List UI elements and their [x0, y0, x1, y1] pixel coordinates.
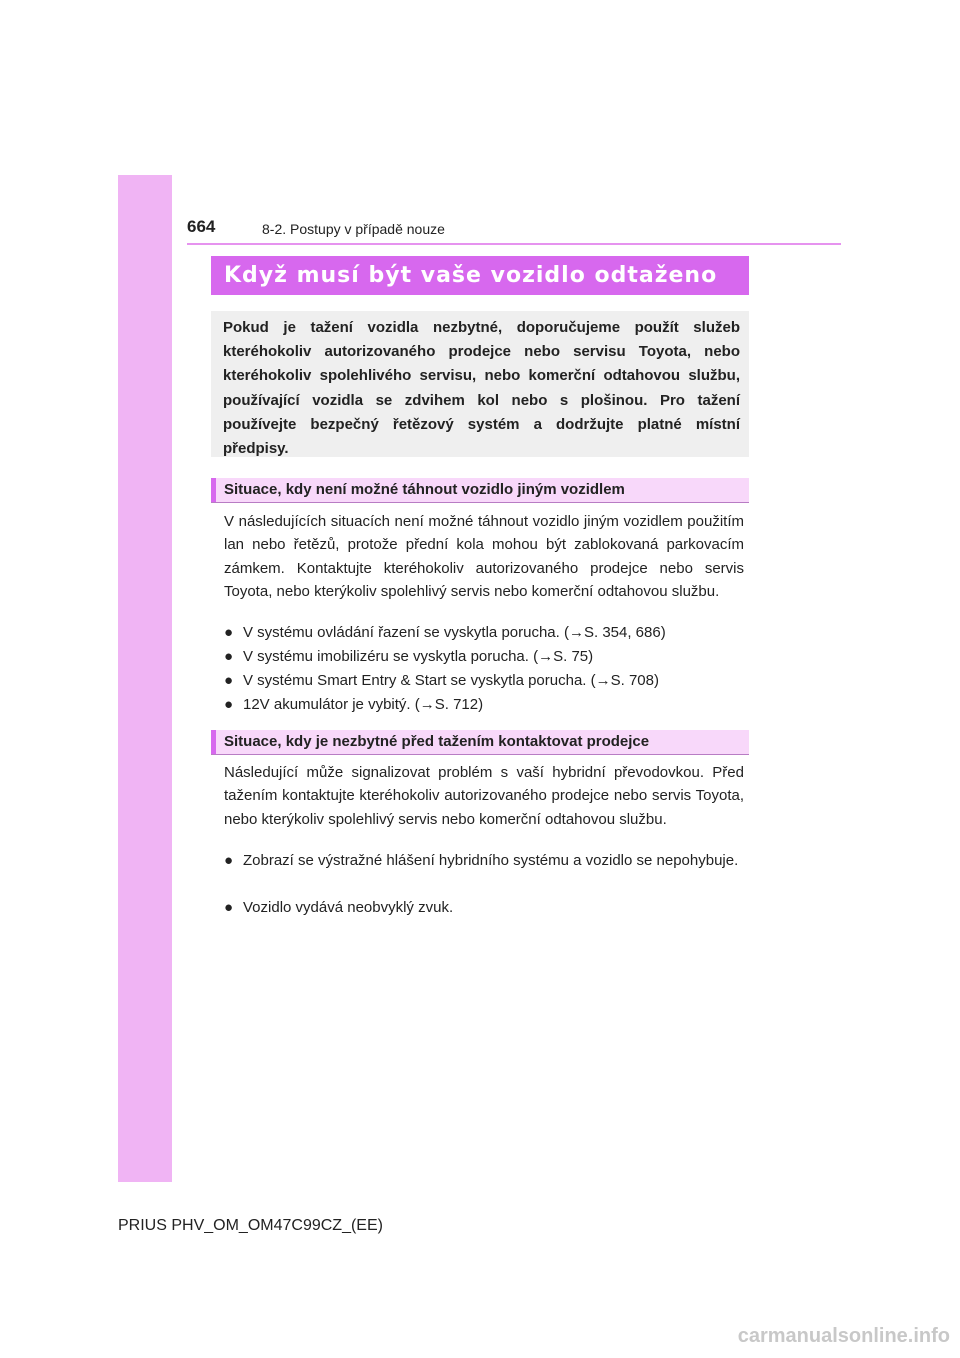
list-item-text: V systému ovládání řazení se vyskytla porucha. (→S. 354, 686)	[243, 624, 666, 641]
chapter-title: 8-2. Postupy v případě nouze	[262, 221, 445, 237]
page-title: Když musí být vaše vozidlo odtaženo	[224, 263, 718, 288]
list-item-text: Vozidlo vydává neobvyklý zvuk.	[243, 899, 454, 916]
section1-paragraph: V následujících situacích není možné táhnout vozidlo jiným vozidlem použitím lan nebo řetězů, protože přední kola mohou být zablokovaná parkovacím zámkem. Kontaktujte kteréhokoliv autorizovaného prodejce nebo servis Toyota, nebo kterýkoliv spolehlivý servis nebo komerční odtahovou službu.	[224, 513, 744, 601]
section2-paragraph: Následující může signalizovat problém s vaší hybridní převodovkou. Před tažením kontaktujte kteréhokoliv autorizovaného prodejce nebo servis Toyota, nebo kterýkoliv spolehlivý servis nebo komerční odtahovou službu.	[224, 764, 744, 828]
page-title-bar	[211, 256, 749, 295]
list-item-text: Zobrazí se výstražné hlášení hybridního systému a vozidlo se nepohybuje.	[243, 852, 739, 869]
document-footer: PRIUS PHV_OM_OM47C99CZ_(EE)	[118, 1217, 383, 1234]
bullet-icon: ●	[224, 696, 234, 713]
section-heading-text: Situace, kdy je nezbytné před tažením kontaktovat prodejce	[224, 733, 650, 750]
section-heading-contact-dealer	[211, 730, 749, 755]
bullet-icon: ●	[224, 624, 234, 641]
list-item	[224, 693, 744, 716]
section-heading-no-towing	[211, 478, 749, 503]
intro-box	[211, 311, 749, 457]
bullet-icon: ●	[224, 899, 234, 916]
side-tab-bar	[118, 175, 172, 1182]
list-item	[224, 669, 744, 692]
list-item	[224, 896, 744, 919]
page-number: 664	[187, 217, 216, 236]
list-item-text: V systému Smart Entry & Start se vyskytla porucha. (→S. 708)	[243, 672, 659, 689]
bullet-icon: ●	[224, 648, 234, 665]
bullet-icon: ●	[224, 672, 234, 689]
header-divider	[187, 243, 841, 245]
section-heading-text: Situace, kdy není možné táhnout vozidlo jiným vozidlem	[224, 481, 625, 498]
list-item	[224, 621, 744, 644]
bullet-icon: ●	[224, 852, 234, 869]
list-item-text: 12V akumulátor je vybitý. (→S. 712)	[243, 696, 484, 713]
list-item-text: V systému imobilizéru se vyskytla porucha. (→S. 75)	[243, 648, 594, 665]
list-item	[224, 645, 744, 668]
watermark: carmanualsonline.info	[737, 1325, 950, 1347]
list-item	[224, 849, 744, 872]
intro-text: Pokud je tažení vozidla nezbytné, doporučujeme použít služeb kteréhokoliv autorizovaného prodejce nebo servisu Toyota, nebo kteréhokoliv spolehlivého servisu, nebo komerční odtahovou službu, používající vozidla se zdvihem kol nebo s plošinou. Pro tažení používejte bezpečný řetězový systém a dodržujte platné místní předpisy.	[223, 319, 740, 458]
